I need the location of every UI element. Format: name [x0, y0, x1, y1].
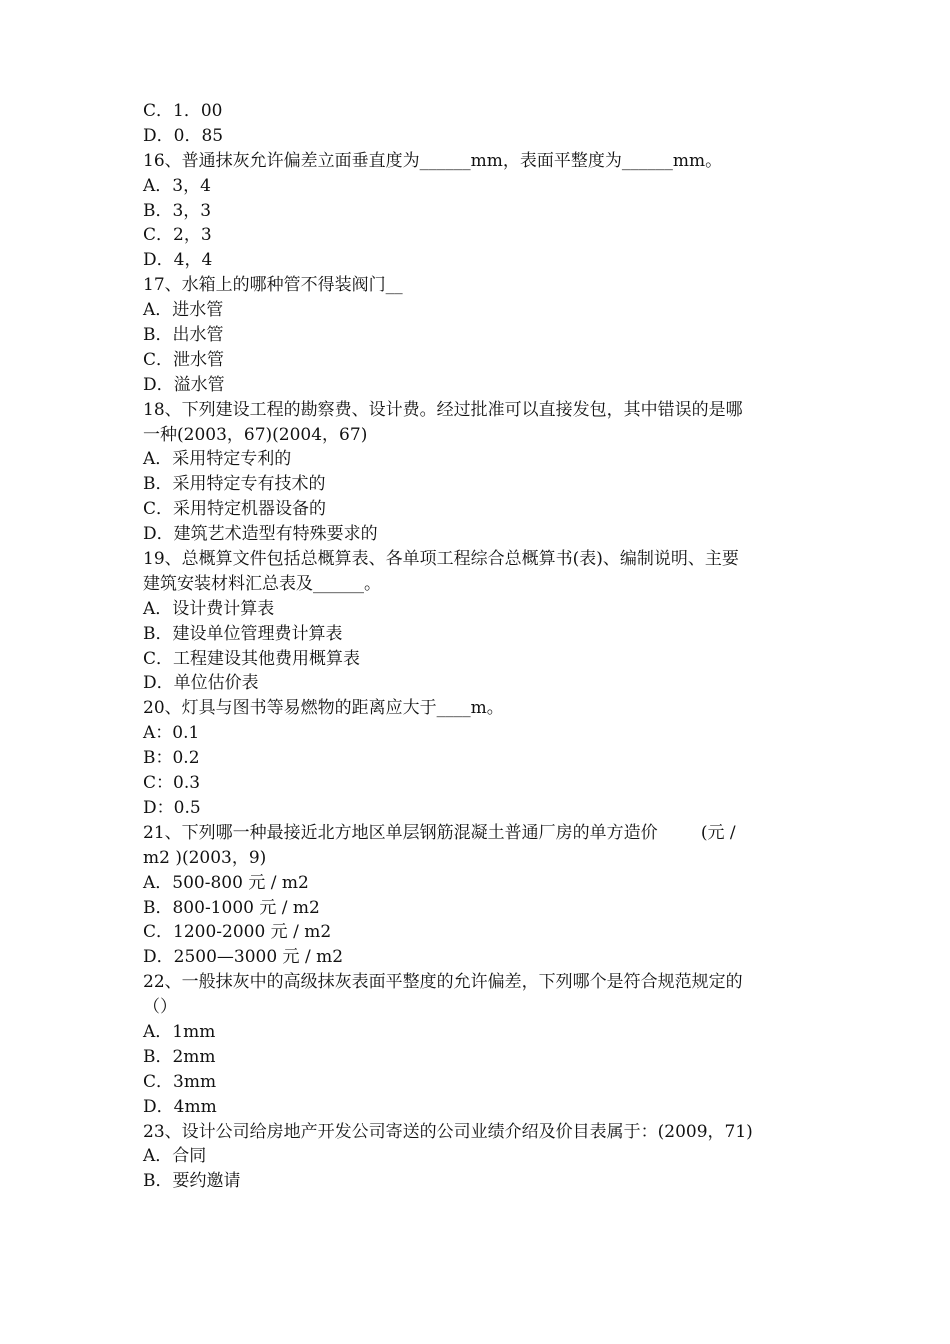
- option-b-q22: B．2mm: [143, 1046, 216, 1067]
- option-a-q23: A．合同: [143, 1146, 207, 1167]
- option-a-q21: A．500-800 元 / m2: [143, 872, 309, 893]
- question-20: 20、灯具与图书等易燃物的距离应大于____m。: [143, 698, 504, 719]
- question-22-line-2: （）: [143, 997, 177, 1018]
- question-22-line-1: 22、一般抹灰中的高级抹灰表面平整度的允许偏差，下列哪个是符合规范规定的: [143, 972, 743, 993]
- question-18-line-1: 18、下列建设工程的勘察费、设计费。经过批准可以直接发包，其中错误的是哪: [143, 399, 743, 420]
- option-c-q19: C．工程建设其他费用概算表: [143, 648, 361, 669]
- option-c-q16: C．2，3: [143, 225, 212, 246]
- option-a-q19: A．设计费计算表: [143, 598, 275, 619]
- option-a-q17: A．进水管: [143, 300, 224, 321]
- option-b-q23: B．要约邀请: [143, 1171, 241, 1192]
- option-c-q22: C．3mm: [143, 1071, 217, 1092]
- option-d-q18: D．建筑艺术造型有特殊要求的: [143, 524, 378, 545]
- option-d-q17: D．溢水管: [143, 374, 225, 395]
- question-23: 23、设计公司给房地产开发公司寄送的公司业绩介绍及价目表属于：(2009，71): [143, 1121, 753, 1142]
- option-c-q20: C：0.3: [143, 773, 201, 794]
- option-d-q20: D：0.5: [143, 797, 201, 818]
- question-21-line-1: 21、下列哪一种最接近北方地区单层钢筋混凝土普通厂房的单方造价 (元 /: [143, 822, 736, 843]
- option-b-q20: B：0.2: [143, 748, 200, 769]
- option-b-q19: B．建设单位管理费计算表: [143, 623, 343, 644]
- option-d-q15: D．0．85: [143, 125, 224, 146]
- question-19-line-2: 建筑安装材料汇总表及______。: [143, 573, 381, 594]
- option-a-q18: A．采用特定专利的: [143, 449, 292, 470]
- option-d-q21: D．2500—3000 元 / m2: [143, 947, 344, 968]
- option-a-q16: A．3，4: [143, 175, 211, 196]
- option-b-q17: B．出水管: [143, 325, 224, 346]
- question-18-line-2: 一种(2003，67)(2004，67): [143, 424, 368, 445]
- option-c-q15: C．1．00: [143, 101, 223, 121]
- question-21-line-2: m2 )(2003，9): [143, 847, 267, 868]
- option-d-q19: D．单位估价表: [143, 673, 259, 694]
- option-c-q21: C．1200-2000 元 / m2: [143, 922, 332, 943]
- option-c-q17: C．泄水管: [143, 349, 225, 370]
- question-17: 17、水箱上的哪种管不得装阀门__: [143, 275, 403, 296]
- option-d-q22: D．4mm: [143, 1096, 217, 1117]
- option-c-q18: C．采用特定机器设备的: [143, 499, 327, 520]
- option-a-q20: A：0.1: [143, 723, 200, 744]
- question-16: 16、普通抹灰允许偏差立面垂直度为______mm，表面平整度为______mm。: [143, 150, 723, 171]
- option-d-q16: D．4，4: [143, 250, 213, 271]
- question-19-line-1: 19、总概算文件包括总概算表、各单项工程综合总概算书(表)、编制说明、主要: [143, 549, 739, 570]
- document-body: [143, 99, 823, 1194]
- option-b-q21: B．800-1000 元 / m2: [143, 897, 320, 918]
- option-a-q22: A．1mm: [143, 1021, 216, 1042]
- option-b-q18: B．采用特定专有技术的: [143, 474, 326, 495]
- option-b-q16: B．3，3: [143, 200, 212, 221]
